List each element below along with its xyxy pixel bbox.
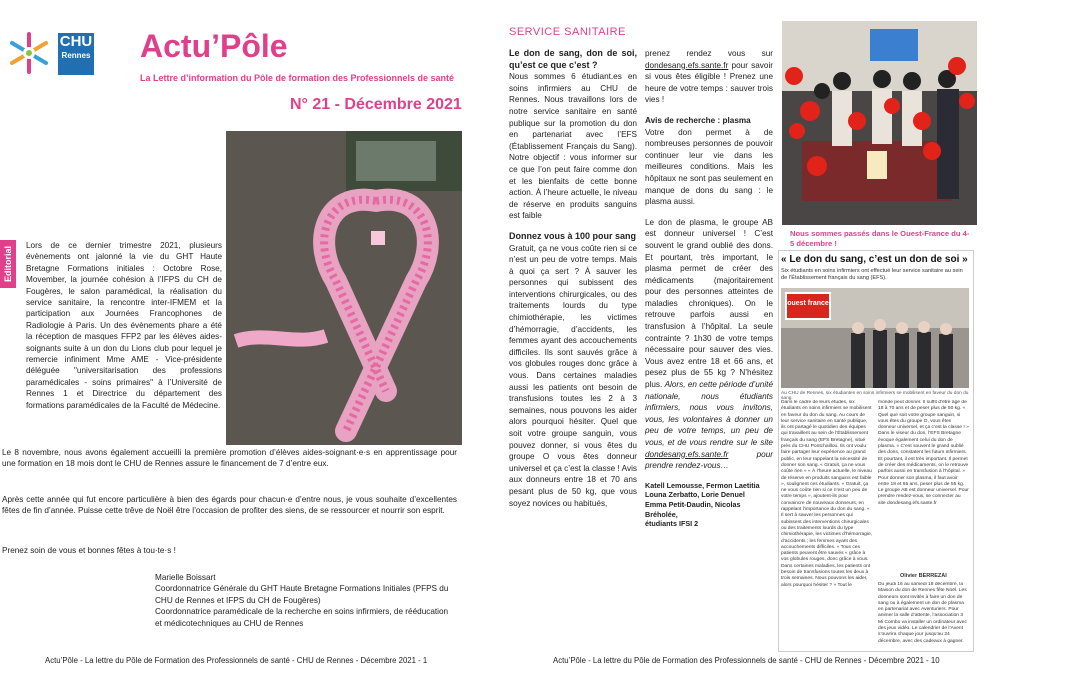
section-title: SERVICE SANITAIRE <box>509 26 626 38</box>
footer-right: Actu’Pôle - La lettre du Pôle de Formation des Professionnels de santé - CHU de Rennes - Décembre 2021 - 10 <box>553 656 940 665</box>
efs-link-2[interactable]: dondesang.efs.sante.fr <box>645 449 729 459</box>
ouest-france-logo-text: ouest france <box>787 300 829 307</box>
signature-role-1: Coordonnatrice Générale du GHT Haute Bretagne Formations Initiales (PFPS du CHU de Rennes et IFPS du CH de Fougères) <box>155 584 449 605</box>
avis-text: Votre don permet à de nombreuses personnes de pouvoir continuer leur vie dans les meilleures conditions. Mais les hôpitaux ne sont pas seulement en manque de dons du sang : le plasma aussi. <box>645 127 773 207</box>
invitation-text-a: Alors, en cette période d’unité nationale, nous étudiants infirmiers, nous vous invitons, vous, les volontaires à donner un peu de votre temps, un peu de vous, et de vous rendre sur le site <box>645 380 773 447</box>
authors-line-1: Katell Lemousse, Fermon Laetitia <box>645 480 760 490</box>
clipping-photo-caption: Au CHU de Rennes, six étudiantes en soins infirmiers se mobilisent en faveur du don du sang. <box>781 391 969 401</box>
authors-line-4: étudiants IFSI 2 <box>645 519 699 529</box>
authors-block <box>645 481 773 529</box>
editorial-label: Editorial <box>3 246 13 283</box>
team-photo-caption: Nous sommes passés dans le Ouest-France du 4-5 décembre ! <box>790 229 970 248</box>
avis-title: Avis de recherche : plasma <box>645 115 751 125</box>
appointment-text-b: pour savoir si vous êtes éligible ! Prenez une heure de votre temps : sauver trois vies ! <box>645 60 773 105</box>
ribbon-photo-illustration <box>226 131 462 445</box>
plasma-text: Le don de plasma, le groupe AB est donneur universel ! C’est souvent le grand oublié des dons. Et pourtant, très important, le plasma permet de créer des médicaments (majoritairement pour des personnes atteintes de maladies chroniques). On le retrouve parfois aussi en transfusion à l’hôpital. La seule contrainte ? 1h30 de votre temps nécessaire pour sauver des vies. Vous avez entre 18 et 66 ans, et pesez plus de 55 kg ? N’hésitez plus. <box>645 217 773 390</box>
clipping-title: « Le don du sang, c’est un don de soi » <box>781 254 968 265</box>
efs-link-1[interactable]: dondesang.efs.sante.fr <box>645 60 729 70</box>
invitation-text-b: pour prendre rendez-vous… <box>645 449 773 471</box>
newsletter-title: Actu’Pôle <box>140 28 288 64</box>
pink-ribbon-photo <box>226 131 462 445</box>
signature-name: Marielle Boissart <box>155 573 216 582</box>
appointment-text-a: prenez rendez vous sur <box>645 49 773 58</box>
chu-logo-city: Rennes <box>61 51 91 60</box>
chu-rennes-logo <box>58 33 94 75</box>
editorial-paragraph-1: Lors de ce dernier trimestre 2021, plusieurs évènements ont jalonné la vie du GHT Haute Bretagne Formations initiales : Octobre Rose, Movember, la journée cohésion à l’IFPS du CH de Fougères, le salon paramédical, la réalisation du service sanitaire, la rencontre inter-IFMEM et la participation aux Journées Francophones de Radiologie à Paris. Un des évènements phare a été la réception de masques FFP2 par les élèves aides-soignants suite à un don du Lions club pour lequel je remercie infiniment Mme AME - Vice-présidente déléguée "universitarisation des professions paramédicales - soins primaires" à l’Université de Rennes 1 et Directrice du département des formations paramédicales de la Faculté de Médecine. <box>26 241 222 410</box>
issue-number: N° 21 - Décembre 2021 <box>290 96 462 113</box>
article-body-1: Gratuit, ça ne vous coûte rien si ce n’est un peu de votre temps. Mais à quoi ça sert ? À sauver les personnes qui subissent des interventions chirurgicales, ou des traitements lourds du type chimiothérapie, les victimes d’hémorragie, d’accidents, les femmes ayant des accouchements difficiles. Ils sont sauvés grâce à vos globules rouges donc grâce à vous. Dans certaines maladies aussi les patients ont besoin de transfusions toutes les 2 à 3 semaines, nous pouvons les aider alors pourquoi hésiter. Quel que soit votre groupe sanguin, vous pouvez donner, si vous êtes du groupe O vous êtes donneur universel et ça c’est la classe ! Avis aux donneurs entre 18 et 70 ans pesant plus de 50 kg, que vous soyez novices ou habitués, <box>509 243 637 508</box>
article-column-1 <box>509 48 637 518</box>
signature-block <box>155 572 455 629</box>
pole-formation-logo-icon <box>6 30 52 76</box>
clipping-column-1: Dans le cadre de leurs études, six étudiants en soins infirmiers se mobilisent en faveur du don du sang. Au cours de leur service sanitaire en santé publique, ils ont partagé le quotidien des équipes qui travaillent au sein de l’Établissement français du sang (EFS Bretagne), situé près du CHU Pontchaillou. Ils ont voulu faire partager leur expérience au grand public, en leur rappelant la nécessité de donner son sang. « Gratuit, ça ne vous coûte rien » « À l’heure actuelle, le niveau de réserve en produits sanguins est faible », soulignent ces étudiants. « Gratuit, ça ne vous coûte rien si ce n’est un peu de votre temps », ajoutent-ils pour convaincre de nouveaux donneurs, en rappelant l’importance du don du sang. « Il sert à sauver les personnes qui subissent des interventions chirurgicales ou des traitements lourds du type chimiothérapie, les victimes d’hémorragie, d’accidents ; les femmes ayant des accouchements difficiles. » Tous ces patients peuvent être sauvés « grâce à vos globules rouges, donc grâce à vous. Dans certaines maladies, les patients ont besoin de transfusions toutes les deux à trois semaines. Nous pouvons les aider, alors pourquoi hésiter ? » Tout le <box>781 400 873 588</box>
article-question-2: Donnez vous à 100 pour sang <box>509 230 637 241</box>
editorial-paragraph-3: Après cette année qui fut encore particulière à bien des égards pour chacun·e d’entre nous, je vous souhaite d’excellentes fêtes de fin d’année. Puisse cette trêve de Noël être l’occasion de profiter des siens, de se ressourcer et nourrir son esprit. <box>2 495 457 516</box>
article-column-2 <box>645 48 773 529</box>
article-intro: Nous sommes 6 étudiant.es en soins infirmiers au CHU de Rennes. Nous travaillons lors de notre service sanitaire en santé publique sur la promotion du don en partenariat avec l’EFS (Établissement Français du Sang). Notre objectif : vous informer sur ce que l’on peut faire comme don et les bienfaits de cette bonne action. À l’heure actuelle, le niveau de réserve en produits sanguins est faible <box>509 72 637 221</box>
editorial-paragraph-2: Le 8 novembre, nous avons également accueilli la première promotion d’élèves aides-soignant·e·s en apprentissage pour une formation en 18 mois dont le CHU de Rennes assure le financement de 7 d’entre eux. <box>2 448 457 469</box>
signature-role-2: Coordonnatrice paramédicale de la recherche en soins infirmiers, de rééducation et médicotechniques au CHU de Rennes <box>155 607 449 628</box>
clipping-column-2: monde peut donner. Il suffit d’être âgé de 18 à 70 ans et de peser plus de 50 kg. « Quel que soit votre groupe sanguin, si vous êtes du groupe O, vous êtes donneur universel, et ça c’est la classe ! » Dans le viseur du don, l’EFS Bretagne évoque également celui du don de plasma. « C’est souvent le grand oublié des dons, constatent les futurs infirmiers. Et pourtant, il est très important. Il permet de créer des médicaments, on le retrouve parfois aussi en transfusion à l’hôpital. » Pour donner son plasma, il faut avoir entre 18 et 65 ans, peser plus de 55 kg. Le groupe AB est donneur universel. Pour prendre rendez-vous, se connecter au site dondesang.efs.sante.fr <box>878 400 969 506</box>
editorial-tab <box>0 240 16 288</box>
editorial-paragraph-4: Prenez soin de vous et bonnes fêtes à tou·te·s ! <box>2 546 176 555</box>
clipping-author: Olivier BERREZAI <box>900 573 947 579</box>
team-photo <box>782 21 977 225</box>
clipping-lead: Six étudiants en soins infirmiers ont effectué leur service sanitaire au sein de l’Établissement français du sang (EFS). <box>781 268 963 281</box>
article-question-1: Le don de sang, don de soi, qu’est ce que c’est ? <box>509 48 637 70</box>
clipping-event-box: Du jeudi 16 au samedi 18 décembre, la Maison du don de Rennes fête Noël. Les donneurs sont invités à faire un don de sang ou à également un don de plasma en partenariat avec Aventuriers. Pour animer la salle d’attente, l’association 3 Mi Combo va installer un ordinateur avec des jeux vidéo. Le calendrier de l’Avent s’ouvrira chaque jour jusqu’au 24 décembre, avec des cadeaux à gagner. <box>878 582 967 644</box>
clipping-photo <box>781 288 969 388</box>
chu-logo-name: CHU <box>59 33 93 50</box>
team-photo-illustration <box>782 21 977 225</box>
authors-line-2: Louna Zerbatto, Lorie Denuel <box>645 490 745 500</box>
authors-line-3: Emma Petit-Daudin, Nicolas Bréholée, <box>645 499 741 519</box>
footer-left: Actu’Pôle - La lettre du Pôle de Formation des Professionnels de santé - CHU de Rennes - Décembre 2021 - 1 <box>45 656 428 665</box>
clipping-photo-illustration <box>781 288 969 388</box>
newsletter-subtitle: La Lettre d’information du Pôle de formation des Professionnels de santé <box>140 73 455 83</box>
